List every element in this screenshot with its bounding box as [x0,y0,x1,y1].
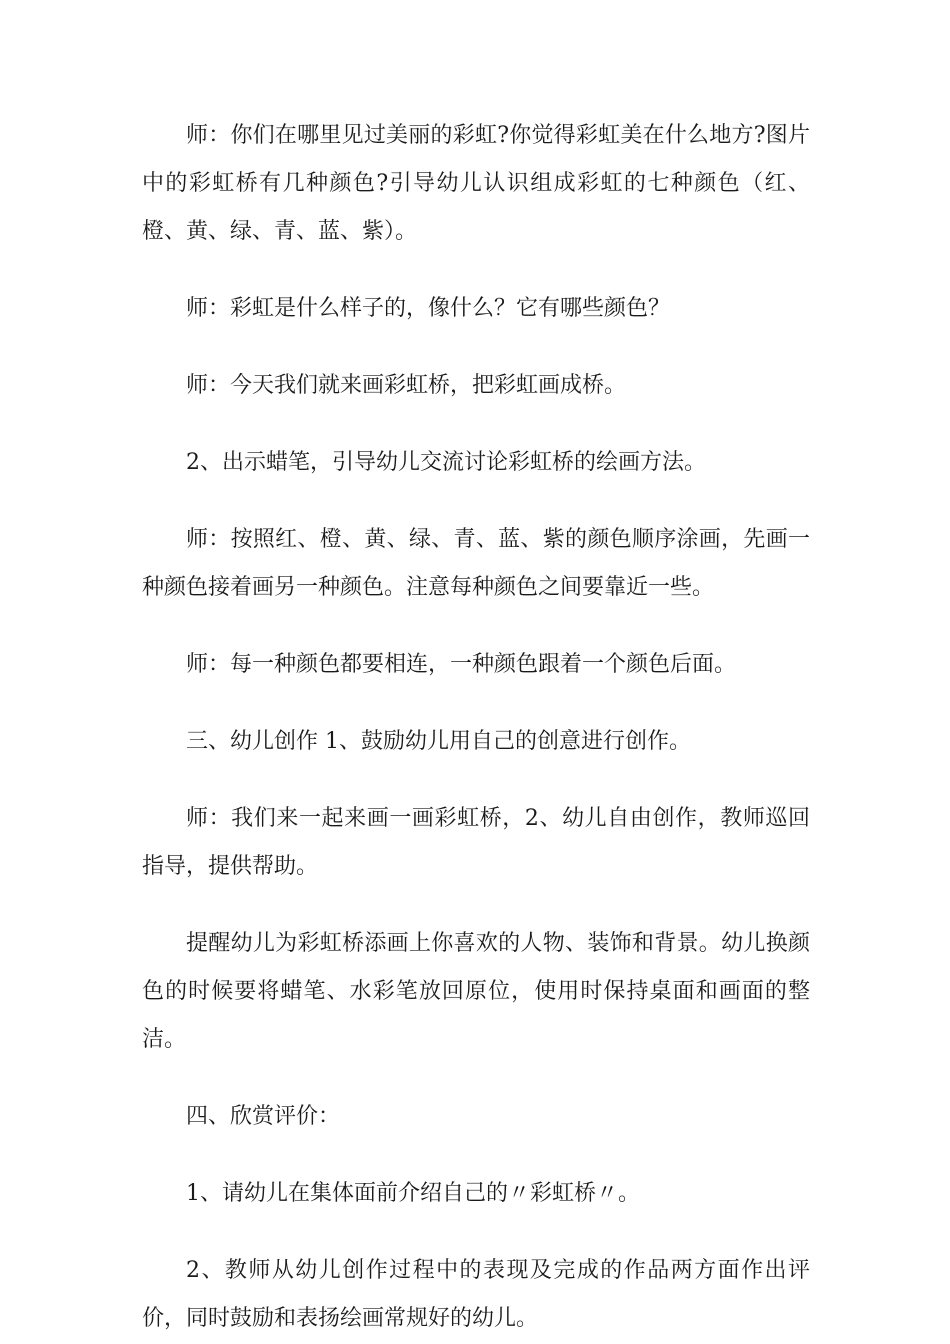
paragraph-5: 师：按照红、橙、黄、绿、青、蓝、紫的颜色顺序涂画，先画一种颜色接着画另一种颜色。注意每种颜色之间要靠近一些。 [142,527,810,600]
paragraph-10: 四、欣赏评价： [186,1104,341,1129]
paragraph-8: 师：我们来一起来画一画彩虹桥，2、幼儿自由创作，教师巡回指导，提供帮助。 [142,806,810,879]
paragraph-6: 师：每一种颜色都要相连，一种颜色跟着一个颜色后面。 [186,652,737,677]
paragraph-12: 2、教师从幼儿创作过程中的表现及完成的作品两方面作出评价，同时鼓励和表扬绘画常规好的幼儿。 [142,1258,810,1331]
document-body [142,112,810,1343]
paragraph-7: 三、幼儿创作 1、鼓励幼儿用自己的创意进行创作。 [186,729,691,754]
paragraph-3: 师：今天我们就来画彩虹桥，把彩虹画成桥。 [186,373,627,398]
paragraph-4: 2、出示蜡笔，引导幼儿交流讨论彩虹桥的绘画方法。 [186,450,706,475]
paragraph-11: 1、请幼儿在集体面前介绍自己的〃彩虹桥〃。 [186,1181,640,1206]
paragraph-2: 师：彩虹是什么样子的，像什么？它有哪些颜色？ [186,296,671,321]
paragraph-1: 师：你们在哪里见过美丽的彩虹?你觉得彩虹美在什么地方?图片中的彩虹桥有几种颜色?引导幼儿认识组成彩虹的七种颜色（红、橙、黄、绿、青、蓝、紫）。 [142,123,810,244]
paragraph-9: 提醒幼儿为彩虹桥添画上你喜欢的人物、装饰和背景。幼儿换颜色的时候要将蜡笔、水彩笔放回原位，使用时保持桌面和画面的整洁。 [142,931,810,1052]
